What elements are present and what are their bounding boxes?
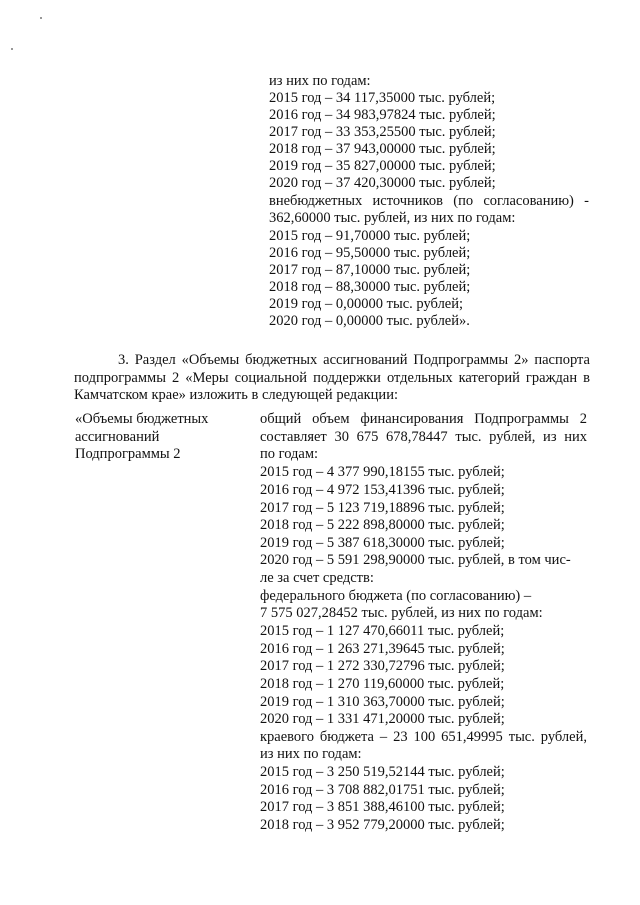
total-line: составляет 30 675 678,78447 тыс. рублей, из них bbox=[260, 429, 587, 445]
total-year: 2019 год – 5 387 618,30000 тыс. рублей; bbox=[260, 535, 505, 551]
text-line: 2015 год – 34 117,35000 тыс. рублей; bbox=[269, 90, 496, 106]
federal-year: 2019 год – 1 310 363,70000 тыс. рублей; bbox=[260, 694, 505, 710]
offbudget-year: 2020 год – 0,00000 тыс. рублей». bbox=[269, 313, 470, 329]
federal-year: 2018 год – 1 270 119,60000 тыс. рублей; bbox=[260, 676, 505, 692]
text-line: 2020 год – 37 420,30000 тыс. рублей; bbox=[269, 175, 496, 191]
total-year: 2017 год – 5 123 719,18896 тыс. рублей; bbox=[260, 500, 505, 516]
offbudget-line: 362,60000 тыс. рублей, из них по годам: bbox=[269, 210, 516, 226]
paragraph-line: 3. Раздел «Объемы бюджетных ассигнований Подпрограммы 2» паспорта bbox=[118, 352, 590, 368]
total-year: 2016 год – 4 972 153,41396 тыс. рублей; bbox=[260, 482, 505, 498]
total-year: 2018 год – 5 222 898,80000 тыс. рублей; bbox=[260, 517, 505, 533]
regional-year: 2016 год – 3 708 882,01751 тыс. рублей; bbox=[260, 782, 505, 798]
offbudget-year: 2019 год – 0,00000 тыс. рублей; bbox=[269, 296, 464, 312]
federal-line: 7 575 027,28452 тыс. рублей, из них по годам: bbox=[260, 605, 543, 621]
left-cell-line: Подпрограммы 2 bbox=[75, 446, 181, 462]
offbudget-year: 2018 год – 88,30000 тыс. рублей; bbox=[269, 279, 471, 295]
regional-line: из них по годам: bbox=[260, 746, 362, 762]
text-line: 2017 год – 33 353,25500 тыс. рублей; bbox=[269, 124, 496, 140]
regional-year: 2017 год – 3 851 388,46100 тыс. рублей; bbox=[260, 799, 505, 815]
paragraph-line: Камчатском крае» изложить в следующей редакции: bbox=[74, 387, 398, 403]
federal-year: 2015 год – 1 127 470,66011 тыс. рублей; bbox=[260, 623, 505, 639]
total-year: 2015 год – 4 377 990,18155 тыс. рублей; bbox=[260, 464, 505, 480]
left-cell-line: «Объемы бюджетных bbox=[75, 411, 209, 427]
paragraph-line: подпрограммы 2 «Меры социальной поддержки отдельных категорий граждан в bbox=[74, 370, 590, 386]
sources-line: ле за счет средств: bbox=[260, 570, 374, 586]
federal-line: федерального бюджета (по согласованию) – bbox=[260, 588, 532, 604]
offbudget-year: 2016 год – 95,50000 тыс. рублей; bbox=[269, 245, 471, 261]
regional-year: 2018 год – 3 952 779,20000 тыс. рублей; bbox=[260, 817, 505, 833]
federal-year: 2020 год – 1 331 471,20000 тыс. рублей; bbox=[260, 711, 505, 727]
total-line: по годам: bbox=[260, 446, 319, 462]
scan-speck bbox=[11, 48, 13, 50]
regional-year: 2015 год – 3 250 519,52144 тыс. рублей; bbox=[260, 764, 505, 780]
total-year: 2020 год – 5 591 298,90000 тыс. рублей, в том чис- bbox=[260, 552, 571, 568]
offbudget-year: 2017 год – 87,10000 тыс. рублей; bbox=[269, 262, 471, 278]
offbudget-year: 2015 год – 91,70000 тыс. рублей; bbox=[269, 228, 471, 244]
total-line: общий объем финансирования Подпрограммы 2 bbox=[260, 411, 587, 427]
left-cell-line: ассигнований bbox=[75, 429, 160, 445]
federal-year: 2017 год – 1 272 330,72796 тыс. рублей; bbox=[260, 658, 505, 674]
federal-year: 2016 год – 1 263 271,39645 тыс. рублей; bbox=[260, 641, 505, 657]
text-line: из них по годам: bbox=[269, 73, 371, 89]
scan-speck bbox=[40, 17, 42, 19]
regional-line: краевого бюджета – 23 100 651,49995 тыс. рублей, bbox=[260, 729, 587, 745]
text-line: 2018 год – 37 943,00000 тыс. рублей; bbox=[269, 141, 496, 157]
text-line: 2019 год – 35 827,00000 тыс. рублей; bbox=[269, 158, 496, 174]
offbudget-line: внебюджетных источников (по согласованию) - bbox=[269, 193, 589, 209]
text-line: 2016 год – 34 983,97824 тыс. рублей; bbox=[269, 107, 496, 123]
